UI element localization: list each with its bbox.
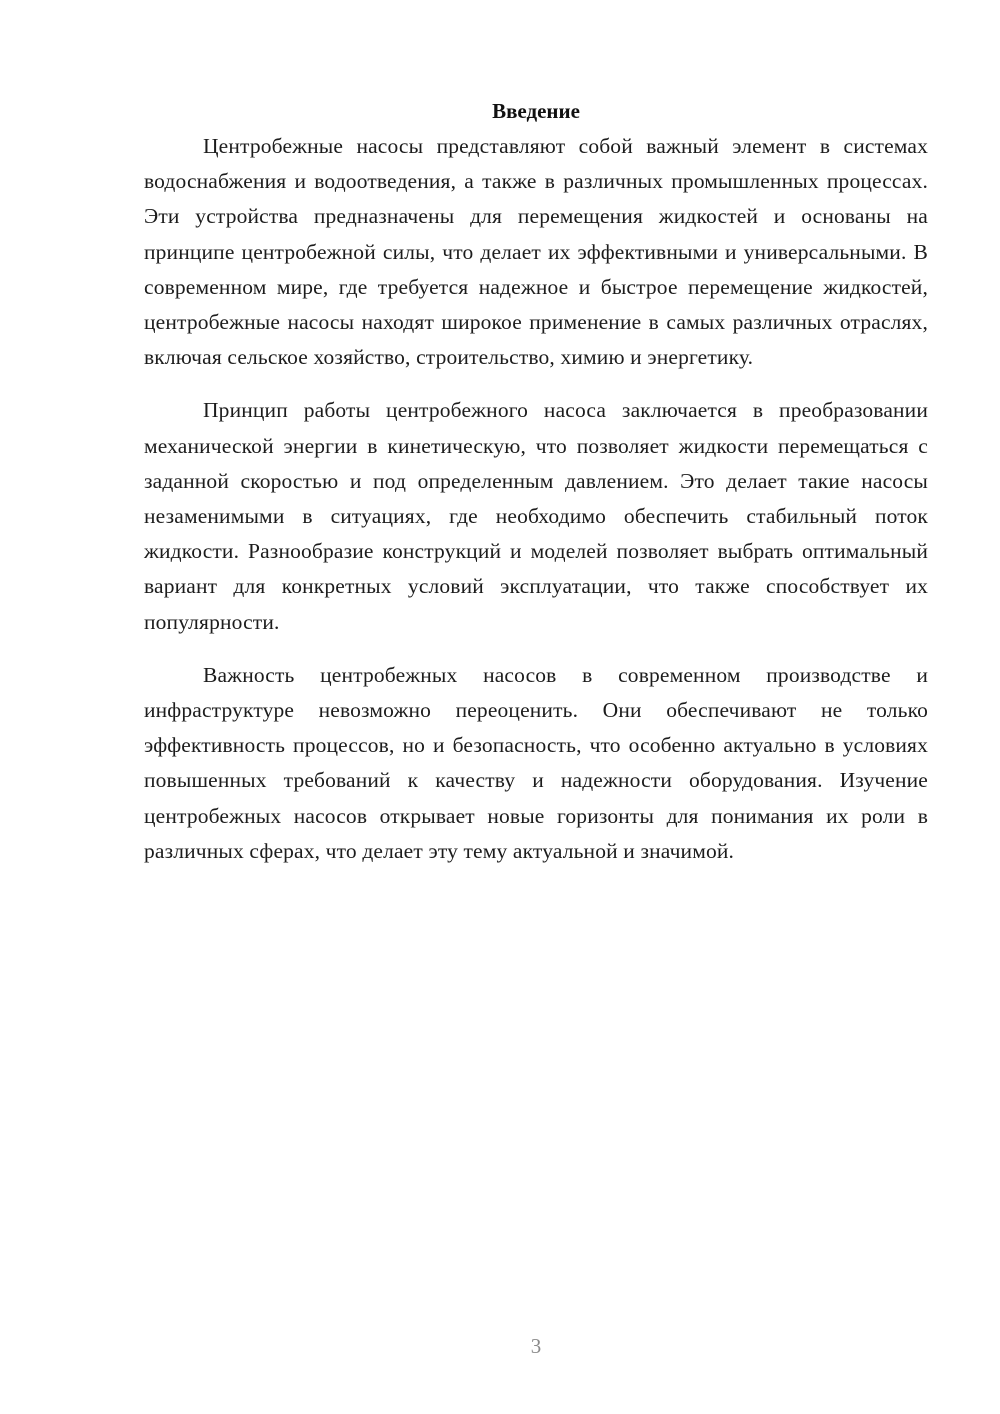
page-content (144, 96, 928, 869)
section-title: Введение (492, 99, 580, 123)
paragraph-3: Важность центробежных насосов в современном производстве и инфраструктуре невозможно переоценить. Они обеспечивают не только эффективность процессов, но и безопасность, что особенно актуально в условиях повышенных требований к качеству и надежности оборудования. Изучение центробежных насосов открывает новые горизонты для понимания их роли в различных сферах, что делает эту тему актуальной и значимой. (144, 662, 928, 863)
paragraph-2: Принцип работы центробежного насоса заключается в преобразовании механической энергии в кинетическую, что позволяет жидкости перемещаться с заданной скоростью и под определенным давлением. Это делает такие насосы незаменимыми в ситуациях, где необходимо обеспечить стабильный поток жидкости. Разнообразие конструкций и моделей позволяет выбрать оптимальный вариант для конкретных условий эксплуатации, что также способствует их популярности. (144, 398, 928, 634)
page-number: 3 (530, 1334, 542, 1358)
paragraph-1: Центробежные насосы представляют собой важный элемент в системах водоснабжения и водоотведения, а также в различных промышленных процессах. Эти устройства предназначены для перемещения жидкостей и основаны на принципе центробежной силы, что делает их эффективными и универсальными. В современном мире, где требуется надежное и быстрое перемещение жидкостей, центробежные насосы находят широкое применение в самых различных отраслях, включая сельское хозяйство, строительство, химию и энергетику. (144, 134, 928, 370)
